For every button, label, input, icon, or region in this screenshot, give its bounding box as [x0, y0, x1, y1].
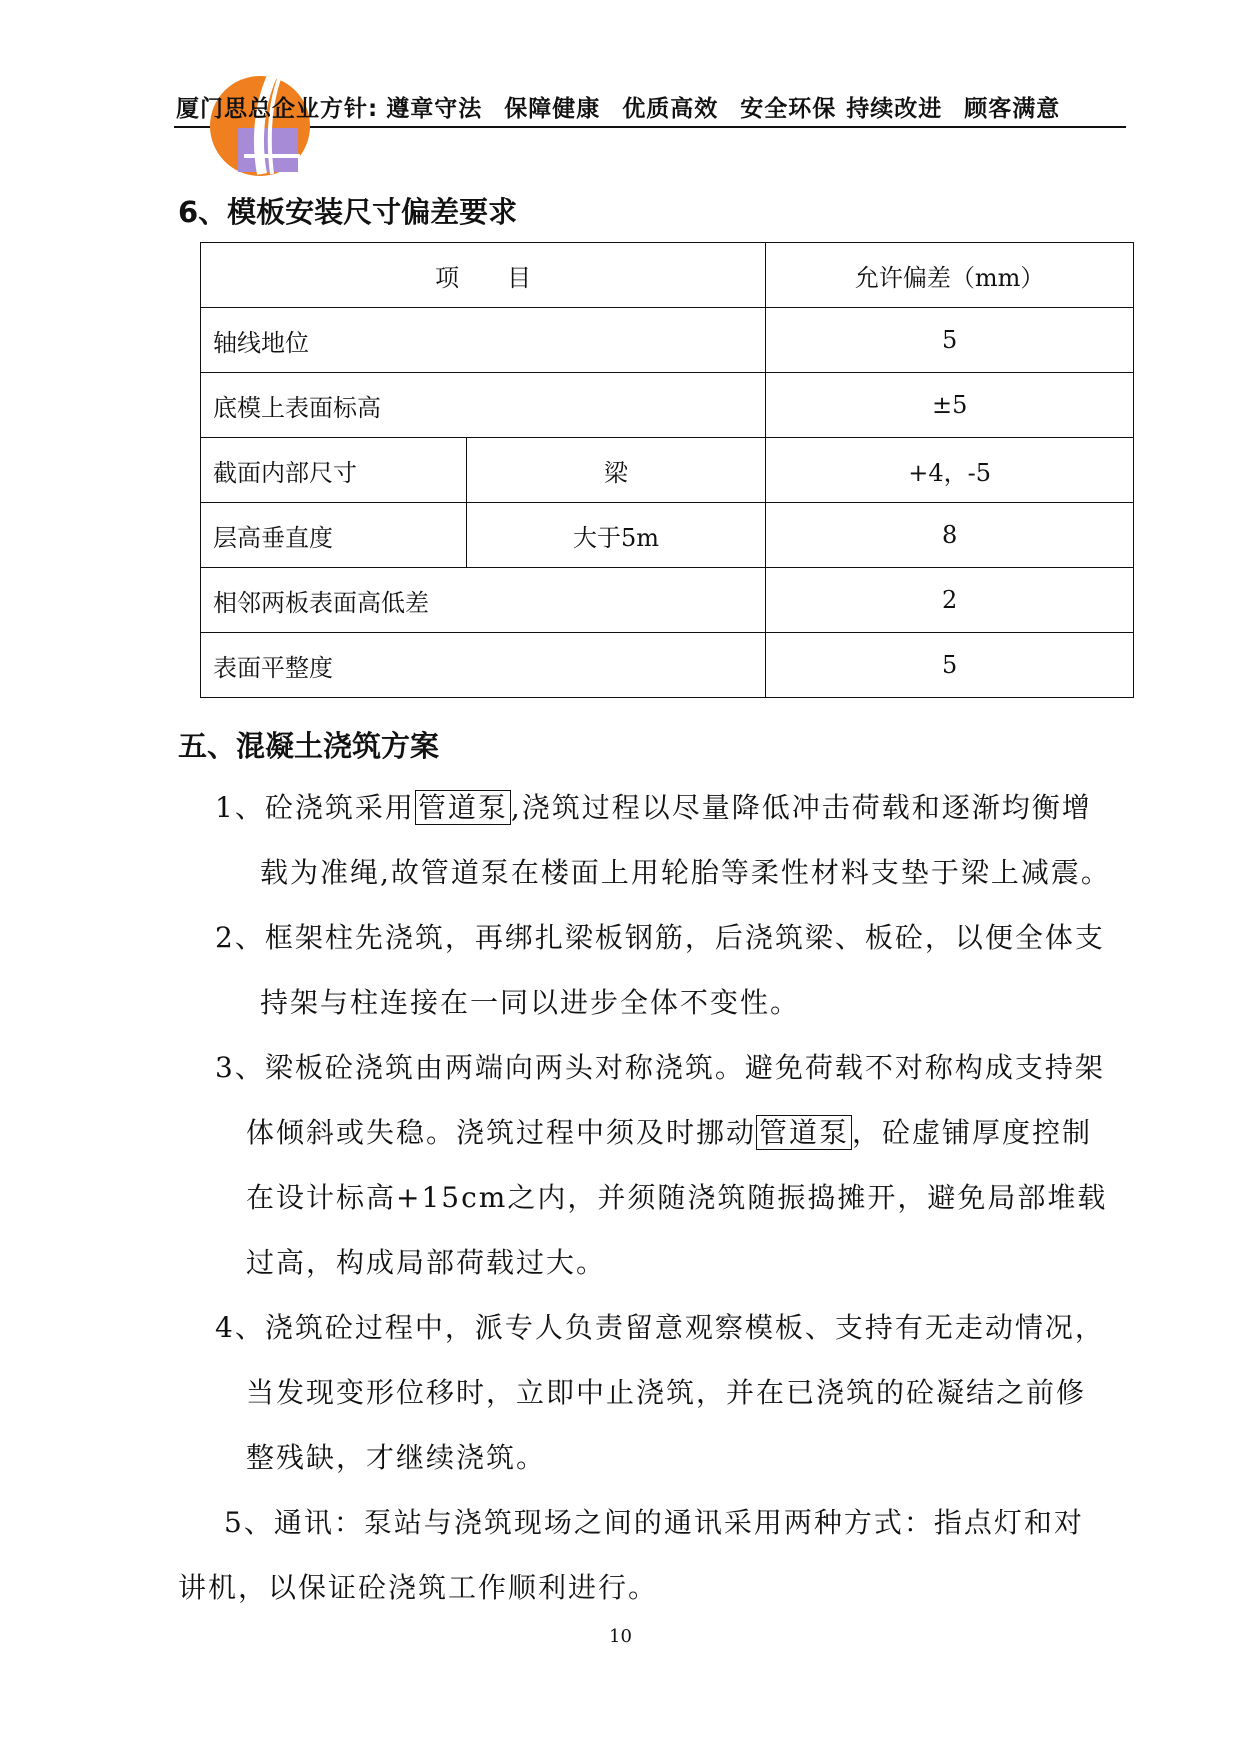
- motto-item: 持续改进: [846, 96, 943, 122]
- tolerance-table: [200, 242, 1134, 698]
- table-row: [201, 568, 1134, 633]
- table-row: [201, 503, 1134, 568]
- paragraph-line: 持架与柱连接在一同以进步全体不变性。: [260, 986, 801, 1019]
- text-run: ,浇筑过程以尽量降低冲击荷载和逐渐均衡增: [510, 791, 1092, 824]
- row-sub: 大于5m: [466, 503, 766, 568]
- row-item: 相邻两板表面高低差: [201, 568, 766, 633]
- table-row: [201, 438, 1134, 503]
- row-value: 8: [766, 503, 1134, 568]
- section-subheading: 6、模板安装尺寸偏差要求: [178, 195, 518, 229]
- motto-item: 优质高效: [622, 96, 719, 122]
- paragraph-line: 在设计标高+15cm之内，并须随浇筑随振捣摊开，避免局部堆载: [246, 1181, 1108, 1214]
- table-row: [201, 633, 1134, 698]
- row-item: 底模上表面标高: [201, 373, 766, 438]
- row-item: 截面内部尺寸: [201, 438, 467, 503]
- row-value: 5: [766, 308, 1134, 373]
- row-value: 5: [766, 633, 1134, 698]
- paragraph-line: 整残缺，才继续浇筑。: [246, 1441, 547, 1474]
- row-value: 2: [766, 568, 1134, 633]
- company-motto: [176, 90, 1082, 123]
- table-row: [201, 373, 1134, 438]
- row-value: ±5: [766, 373, 1134, 438]
- table-header-row: [201, 243, 1134, 308]
- boxed-term: 管道泵: [756, 1115, 852, 1150]
- header-item: 项 目: [201, 243, 766, 308]
- motto-item: 顾客满意: [964, 96, 1061, 122]
- paragraph-line: 过高，构成局部荷载过大。: [246, 1246, 607, 1279]
- text-run: 体倾斜或失稳。浇筑过程中须及时挪动: [246, 1116, 757, 1149]
- boxed-term: 管道泵: [415, 790, 511, 825]
- paragraph-line: 讲机，以保证砼浇筑工作顺利进行。: [178, 1571, 659, 1604]
- page-header: [174, 86, 1126, 128]
- text-run: ，砼虚铺厚度控制: [852, 1116, 1093, 1149]
- paragraph-line: [246, 1100, 1092, 1165]
- row-sub: 梁: [466, 438, 766, 503]
- motto-item: 保障健康: [504, 96, 601, 122]
- row-item: 轴线地位: [201, 308, 766, 373]
- header-tolerance: 允许偏差（mm）: [766, 243, 1134, 308]
- table-row: [201, 308, 1134, 373]
- text-run: 1、砼浇筑采用: [215, 791, 415, 824]
- motto-prefix: 厦门思总企业方针:: [176, 96, 379, 122]
- page-number: 10: [609, 1626, 632, 1647]
- row-item: 表面平整度: [201, 633, 766, 698]
- paragraph-line: 3、梁板砼浇筑由两端向两头对称浇筑。避免荷载不对称构成支持架: [215, 1051, 1105, 1084]
- paragraph-line: 当发现变形位移时，立即中止浇筑，并在已浇筑的砼凝结之前修: [246, 1376, 1087, 1409]
- section-heading: 五、混凝土浇筑方案: [178, 729, 440, 763]
- paragraph-line: 5、通讯：泵站与浇筑现场之间的通讯采用两种方式：指点灯和对: [224, 1506, 1084, 1539]
- paragraph-line: [215, 775, 1092, 840]
- motto-item: 遵章守法: [386, 96, 483, 122]
- motto-item: 安全环保: [740, 96, 837, 122]
- paragraph-line: 载为准绳,故管道泵在楼面上用轮胎等柔性材料支垫于梁上减震。: [260, 856, 1111, 889]
- row-value: +4，-5: [766, 438, 1134, 503]
- row-item: 层高垂直度: [201, 503, 467, 568]
- paragraph-line: 4、浇筑砼过程中，派专人负责留意观察模板、支持有无走动情况，: [215, 1311, 1105, 1344]
- paragraph-line: 2、框架柱先浇筑，再绑扎梁板钢筋，后浇筑梁、板砼，以便全体支: [215, 921, 1105, 954]
